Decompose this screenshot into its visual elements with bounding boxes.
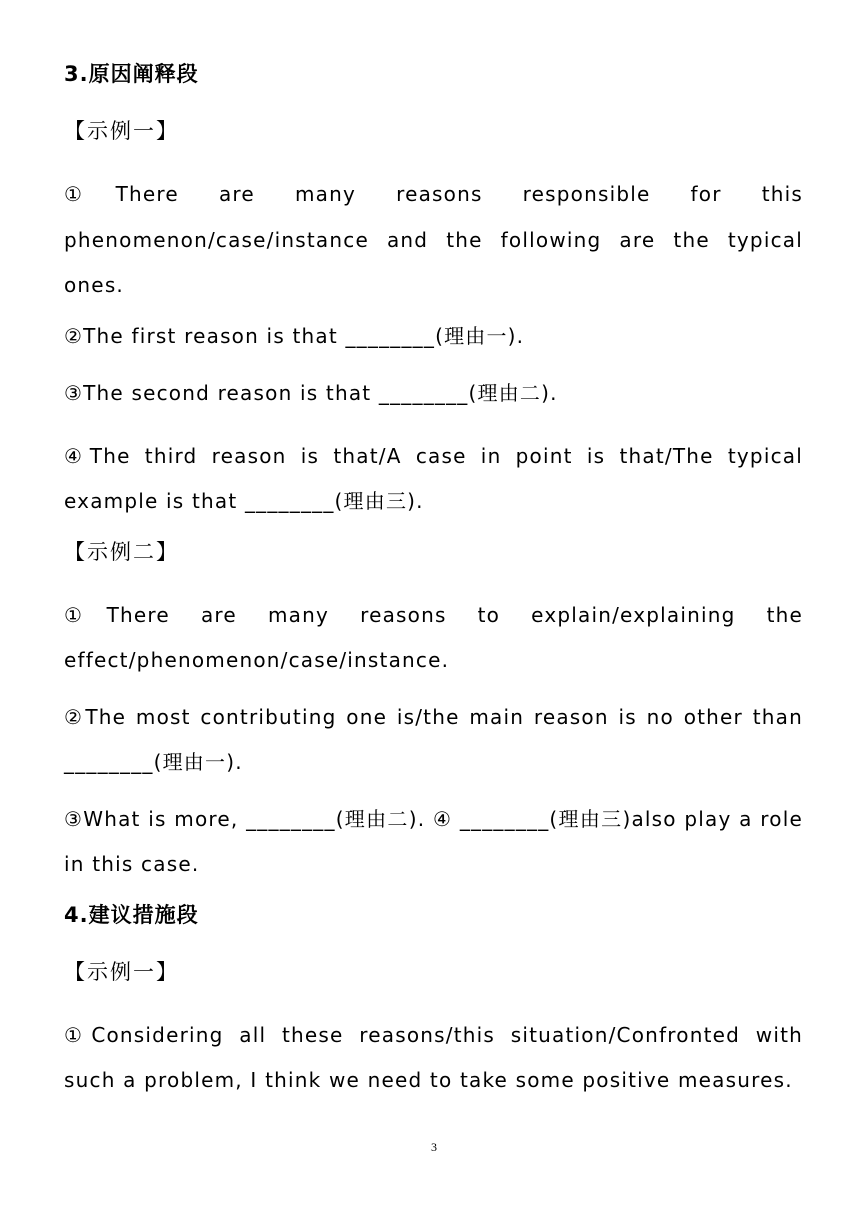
section-3-example-1-sentence-3: ③The second reason is that ________(理由二). — [64, 380, 558, 405]
section-3-example-2-label: 【示例二】 — [64, 539, 179, 564]
section-3-example-1-sentence-2: ②The first reason is that ________(理由一). — [64, 323, 525, 348]
section-3-example-2-sentence-2: ②The most contributing one is/the main reason is no other than ________(理由一). — [64, 704, 803, 774]
page-number: 3 — [431, 1140, 437, 1154]
section-4-example-1-sentence-1: ①Considering all these reasons/this situation/Confronted with such a problem, I think we need to take some positive measures. — [64, 1022, 803, 1092]
document-body — [64, 58, 803, 1115]
section-3-example-2-sentence-3: ③What is more, ________(理由二). ④ ________(理由三)also play a role in this case. — [64, 806, 803, 876]
section-3-example-1-sentence-4: ④The third reason is that/A case in point is that/The typical example is that ________(理由三). — [64, 443, 803, 513]
section-3-heading: 3.原因阐释段 — [64, 62, 199, 86]
section-3-example-1-sentence-1: ①There are many reasons responsible for this phenomenon/case/instance and the following are the typical ones. — [64, 182, 803, 297]
section-4-heading: 4.建议措施段 — [64, 902, 199, 927]
section-4-example-1-label: 【示例一】 — [64, 959, 179, 984]
section-3-example-1-label: 【示例一】 — [64, 119, 179, 143]
section-3-example-2-sentence-1: ①There are many reasons to explain/explaining the effect/phenomenon/case/instance. — [64, 602, 803, 672]
